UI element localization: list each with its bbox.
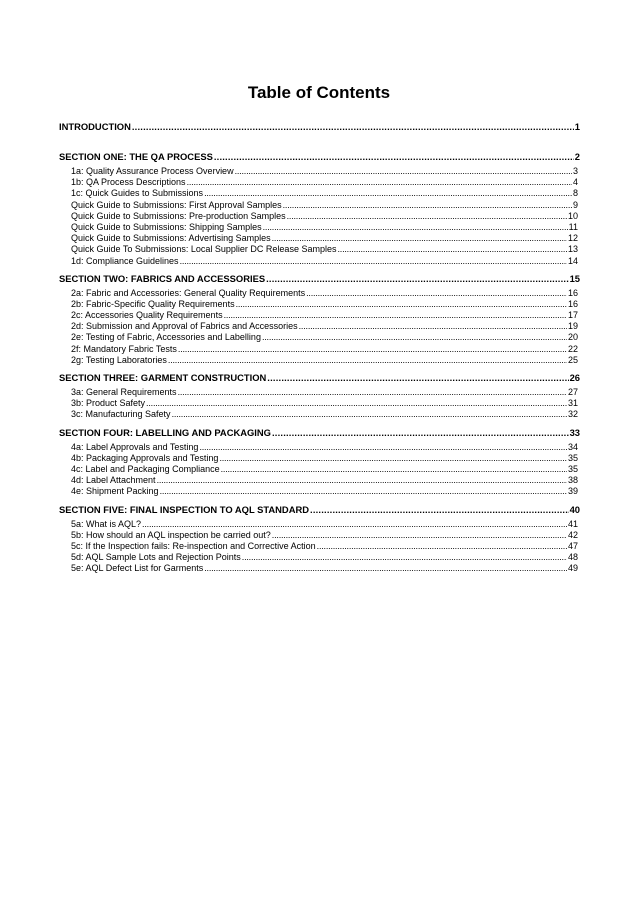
toc-entry-2-4[interactable] [59,332,578,343]
toc-entry-1-1[interactable] [59,177,578,188]
toc-entry-5-4-label: 5e: AQL Defect List for Garments [71,563,204,574]
toc-section-3-page-number: 26 [569,372,580,383]
toc-section-1-page-number: 2 [574,151,580,162]
toc-entry-2-4-page-number: 20 [567,332,578,343]
toc-entry-1-3-label: Quick Guide to Submissions: First Approval Samples [71,199,282,210]
toc-section-5[interactable] [59,503,580,516]
toc-entry-1-4-label: Quick Guide to Submissions: Pre-production Samples [71,210,286,221]
toc-entry-4-0[interactable] [59,442,578,453]
toc-entry-3-2-page-number: 32 [567,409,578,420]
dot-leader [306,288,567,299]
toc-entry-1-6-page-number: 12 [567,233,578,244]
dot-leader [221,464,567,475]
toc-entry-3-0-label: 3a: General Requirements [71,387,177,397]
dot-leader [283,200,572,211]
dot-leader [242,552,567,563]
dot-leader [160,486,567,497]
toc-entry-1-8[interactable] [59,256,578,267]
dot-leader [204,188,572,199]
toc-entry-5-4-page-number: 49 [567,563,578,574]
dot-leader [310,503,569,516]
toc-section-1[interactable] [59,150,580,163]
toc-entry-1-3-page-number: 9 [572,199,578,210]
toc-entry-4-4[interactable] [59,486,578,497]
dot-leader [132,120,574,133]
dot-leader [204,563,567,574]
dot-leader [317,541,567,552]
toc-entry-2-0[interactable] [59,288,578,299]
toc-entry-1-0-page-number: 3 [572,166,578,176]
page-title: Table of Contents [247,83,391,102]
dot-leader [272,233,567,244]
toc-entry-4-0-label: 4a: Label Approvals and Testing [71,441,199,452]
toc-section-0[interactable] [59,120,580,133]
toc-entry-3-0[interactable] [59,387,578,398]
toc-entry-5-3[interactable] [59,552,578,563]
dot-leader [187,177,572,188]
toc-entry-2-0-page-number: 16 [567,287,578,298]
dot-leader [267,371,568,384]
toc-entry-1-0-label: 1a: Quality Assurance Process Overview [71,166,234,176]
toc-entry-4-3-page-number: 38 [567,475,578,486]
toc-entry-4-1-page-number: 35 [567,452,578,463]
toc-entry-2-1-label: 2b: Fabric-Specific Quality Requirements [71,298,235,309]
toc-section-0-page-number: 1 [574,121,580,132]
toc-section-0-label: INTRODUCTION [59,121,131,132]
toc-entry-5-1[interactable] [59,530,578,541]
toc-entry-5-0-page-number: 41 [567,518,578,529]
toc-entry-2-4-label: 2e: Testing of Fabric, Accessories and Labelling [71,332,261,343]
spacer [59,133,580,145]
dot-leader [236,299,567,310]
toc-entry-5-3-page-number: 48 [567,552,578,563]
toc-entry-1-6[interactable] [59,233,578,244]
toc-entry-2-5-page-number: 22 [567,343,578,354]
dot-leader [178,387,567,398]
toc-entry-2-2[interactable] [59,310,578,321]
dot-leader [224,310,567,321]
toc-entry-1-7-label: Quick Guide To Submissions: Local Supplier DC Release Samples [71,244,337,255]
dot-leader [146,398,567,409]
toc-entry-5-1-page-number: 42 [567,529,578,540]
toc-entry-3-2-label: 3c: Manufacturing Safety [71,409,171,420]
toc-entry-5-4[interactable] [59,563,578,574]
toc-entry-5-0[interactable] [59,519,578,530]
toc-entry-3-2[interactable] [59,409,578,420]
toc-section-5-page-number: 40 [569,503,580,515]
dot-leader [199,442,567,453]
dot-leader [272,530,567,541]
toc-entry-3-1[interactable] [59,398,578,409]
toc-entry-5-2-page-number: 47 [567,540,578,551]
toc-entry-1-5[interactable] [59,222,578,233]
toc-entry-1-2-label: 1c: Quick Guides to Submissions [71,188,204,199]
toc-entry-3-0-page-number: 27 [567,387,578,397]
toc-entry-2-3[interactable] [59,321,578,332]
toc-entry-1-8-label: 1d: Compliance Guidelines [71,255,179,266]
toc-section-3-label: SECTION THREE: GARMENT CONSTRUCTION [59,372,267,383]
dot-leader [168,355,567,366]
toc-entry-5-1-label: 5b: How should an AQL inspection be carried out? [71,529,271,540]
dot-leader [142,519,567,530]
dot-leader [287,211,567,222]
dot-leader [172,409,567,420]
dot-leader [219,453,567,464]
toc-entry-1-5-label: Quick Guide to Submissions: Shipping Samples [71,221,262,232]
dot-leader [178,344,567,355]
toc-section-4-page-number: 33 [569,426,580,438]
dot-leader [180,256,567,267]
toc-entry-1-2[interactable] [59,188,578,199]
dot-leader [235,166,572,177]
toc-entry-1-0[interactable] [59,166,578,177]
toc-entry-4-2[interactable] [59,464,578,475]
toc-entry-2-3-page-number: 19 [567,321,578,332]
toc-section-2-label: SECTION TWO: FABRICS AND ACCESSORIES [59,272,266,284]
toc-entry-1-1-label: 1b: QA Process Descriptions [71,177,186,188]
toc-section-4-label: SECTION FOUR: LABELLING AND PACKAGING [59,426,271,438]
toc-entry-5-2-label: 5c: If the Inspection fails: Re-inspection and Corrective Action [71,540,316,551]
toc-entry-1-3[interactable] [59,200,578,211]
toc-entry-2-5[interactable] [59,344,578,355]
toc-entry-1-7-page-number: 13 [567,244,578,255]
toc-entry-3-1-page-number: 31 [567,398,578,409]
toc-section-2-page-number: 15 [569,272,580,284]
toc-entry-2-6-page-number: 25 [567,354,578,365]
dot-leader [157,475,567,486]
toc-entry-4-1-label: 4b: Packaging Approvals and Testing [71,452,219,463]
toc-entry-1-7[interactable] [59,244,578,255]
toc-entry-4-3-label: 4d: Label Attachment [71,475,156,486]
toc-entry-4-0-page-number: 34 [567,441,578,452]
dot-leader [263,222,568,233]
dot-leader [214,150,574,163]
toc-entry-2-2-page-number: 17 [567,310,578,321]
toc-entry-3-1-label: 3b: Product Safety [71,398,146,409]
toc-entry-5-2[interactable] [59,541,578,552]
toc-entry-1-2-page-number: 8 [572,188,578,199]
dot-leader [272,426,569,439]
toc-entry-1-4-page-number: 10 [567,210,578,221]
toc-section-2[interactable] [59,272,580,285]
toc-entry-2-5-label: 2f: Mandatory Fabric Tests [71,343,177,354]
toc-entry-5-3-label: 5d: AQL Sample Lots and Rejection Points [71,552,241,563]
toc-section-5-label: SECTION FIVE: FINAL INSPECTION TO AQL STANDARD [59,503,310,515]
toc-entry-2-6-label: 2g: Testing Laboratories [71,354,167,365]
toc-entry-1-1-page-number: 4 [572,177,578,188]
toc-entry-2-2-label: 2c: Accessories Quality Requirements [71,310,223,321]
toc-entry-4-4-page-number: 39 [567,486,578,497]
dot-leader [266,272,568,285]
toc-entry-2-1[interactable] [59,299,578,310]
toc-entry-1-6-label: Quick Guide to Submissions: Advertising Samples [71,233,271,244]
toc-entry-4-4-label: 4e: Shipment Packing [71,486,159,497]
toc-section-3[interactable] [59,371,580,384]
table-of-contents [59,120,580,574]
toc-entry-4-1[interactable] [59,453,578,464]
dot-leader [262,332,567,343]
toc-entry-5-0-label: 5a: What is AQL? [71,518,142,529]
toc-entry-4-2-page-number: 35 [567,463,578,474]
dot-leader [299,321,567,332]
toc-entry-4-3[interactable] [59,475,578,486]
toc-entry-2-0-label: 2a: Fabric and Accessories: General Quality Requirements [71,287,306,298]
toc-entry-2-6[interactable] [59,355,578,366]
toc-entry-1-4[interactable] [59,211,578,222]
toc-section-4[interactable] [59,426,580,439]
toc-entry-2-3-label: 2d: Submission and Approval of Fabrics and Accessories [71,321,298,332]
toc-entry-1-5-page-number: 11 [568,221,578,232]
toc-entry-2-1-page-number: 16 [567,298,578,309]
toc-entry-4-2-label: 4c: Label and Packaging Compliance [71,463,220,474]
toc-entry-1-8-page-number: 14 [567,255,578,266]
dot-leader [337,244,567,255]
toc-section-1-label: SECTION ONE: THE QA PROCESS [59,151,213,162]
